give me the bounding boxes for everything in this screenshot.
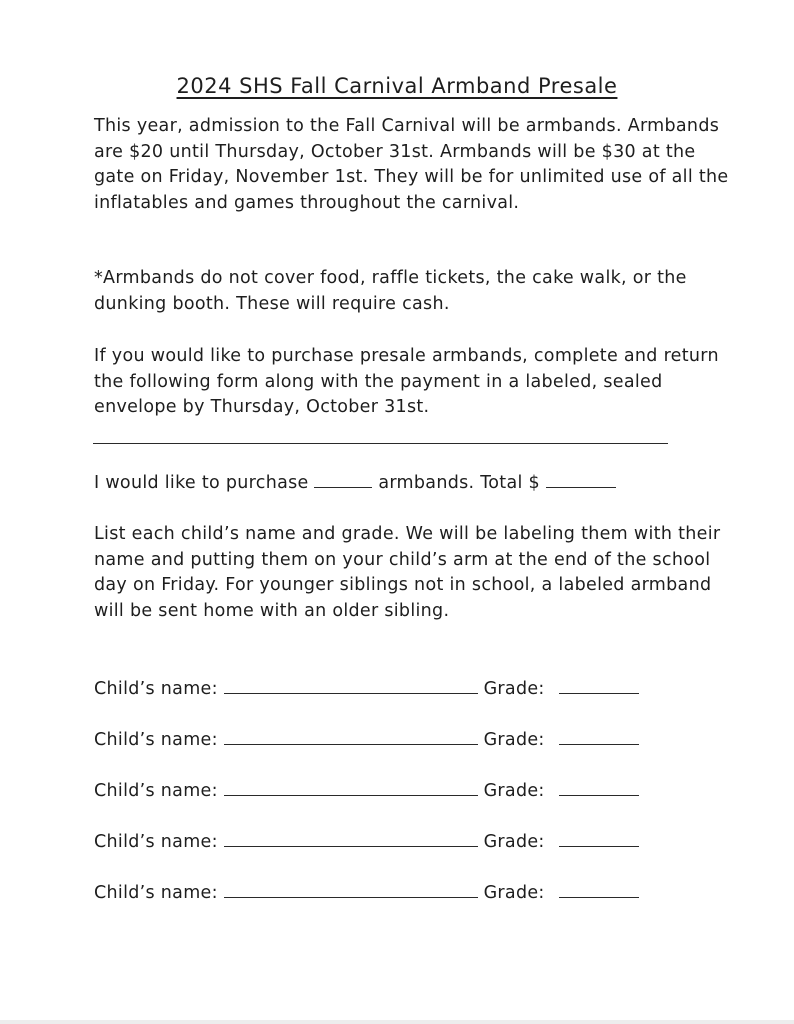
purchase-middle: armbands. Total $ bbox=[378, 473, 540, 493]
child-name-field[interactable] bbox=[224, 832, 478, 847]
child-row bbox=[94, 781, 639, 801]
grade-label: Grade: bbox=[483, 832, 545, 852]
child-row bbox=[94, 730, 639, 750]
section-divider bbox=[93, 443, 668, 444]
child-row bbox=[94, 679, 639, 699]
grade-field[interactable] bbox=[559, 730, 639, 745]
grade-label: Grade: bbox=[483, 883, 545, 903]
grade-field[interactable] bbox=[559, 679, 639, 694]
grade-label: Grade: bbox=[483, 730, 545, 750]
grade-field[interactable] bbox=[559, 883, 639, 898]
instructions-paragraph: If you would like to purchase presale armbands, complete and return the following form along with the payment in a labeled, sealed envelope by Thursday, October 31st. bbox=[94, 346, 719, 417]
list-instructions-paragraph: List each child’s name and grade. We will be labeling them with their name and putting them on your child’s arm at the end of the school day on Friday. For younger siblings not in school, a labeled armband will be sent home with an older sibling. bbox=[94, 524, 721, 621]
note-paragraph: *Armbands do not cover food, raffle tickets, the cake walk, or the dunking booth. These will require cash. bbox=[94, 268, 687, 314]
intro-paragraph: This year, admission to the Fall Carnival will be armbands. Armbands are $20 until Thursday, October 31st. Armbands will be $30 at the gate on Friday, November 1st. They will be for unlimited use of all the inflatables and games throughout the carnival. bbox=[94, 116, 729, 213]
child-name-field[interactable] bbox=[224, 883, 478, 898]
child-name-label: Child’s name: bbox=[94, 883, 218, 903]
child-name-label: Child’s name: bbox=[94, 781, 218, 801]
total-amount-field[interactable] bbox=[546, 473, 616, 488]
child-name-label: Child’s name: bbox=[94, 730, 218, 750]
child-row bbox=[94, 883, 639, 903]
child-name-field[interactable] bbox=[224, 781, 478, 796]
page-bottom-edge bbox=[0, 1020, 794, 1024]
purchase-prefix: I would like to purchase bbox=[94, 473, 309, 493]
child-name-label: Child’s name: bbox=[94, 832, 218, 852]
child-name-field[interactable] bbox=[224, 679, 478, 694]
child-name-field[interactable] bbox=[224, 730, 478, 745]
purchase-row bbox=[94, 473, 616, 493]
page-title: 2024 SHS Fall Carnival Armband Presale bbox=[176, 74, 618, 98]
grade-field[interactable] bbox=[559, 781, 639, 796]
grade-label: Grade: bbox=[483, 781, 545, 801]
armband-quantity-field[interactable] bbox=[314, 473, 372, 488]
grade-field[interactable] bbox=[559, 832, 639, 847]
child-row bbox=[94, 832, 639, 852]
grade-label: Grade: bbox=[483, 679, 545, 699]
child-name-label: Child’s name: bbox=[94, 679, 218, 699]
